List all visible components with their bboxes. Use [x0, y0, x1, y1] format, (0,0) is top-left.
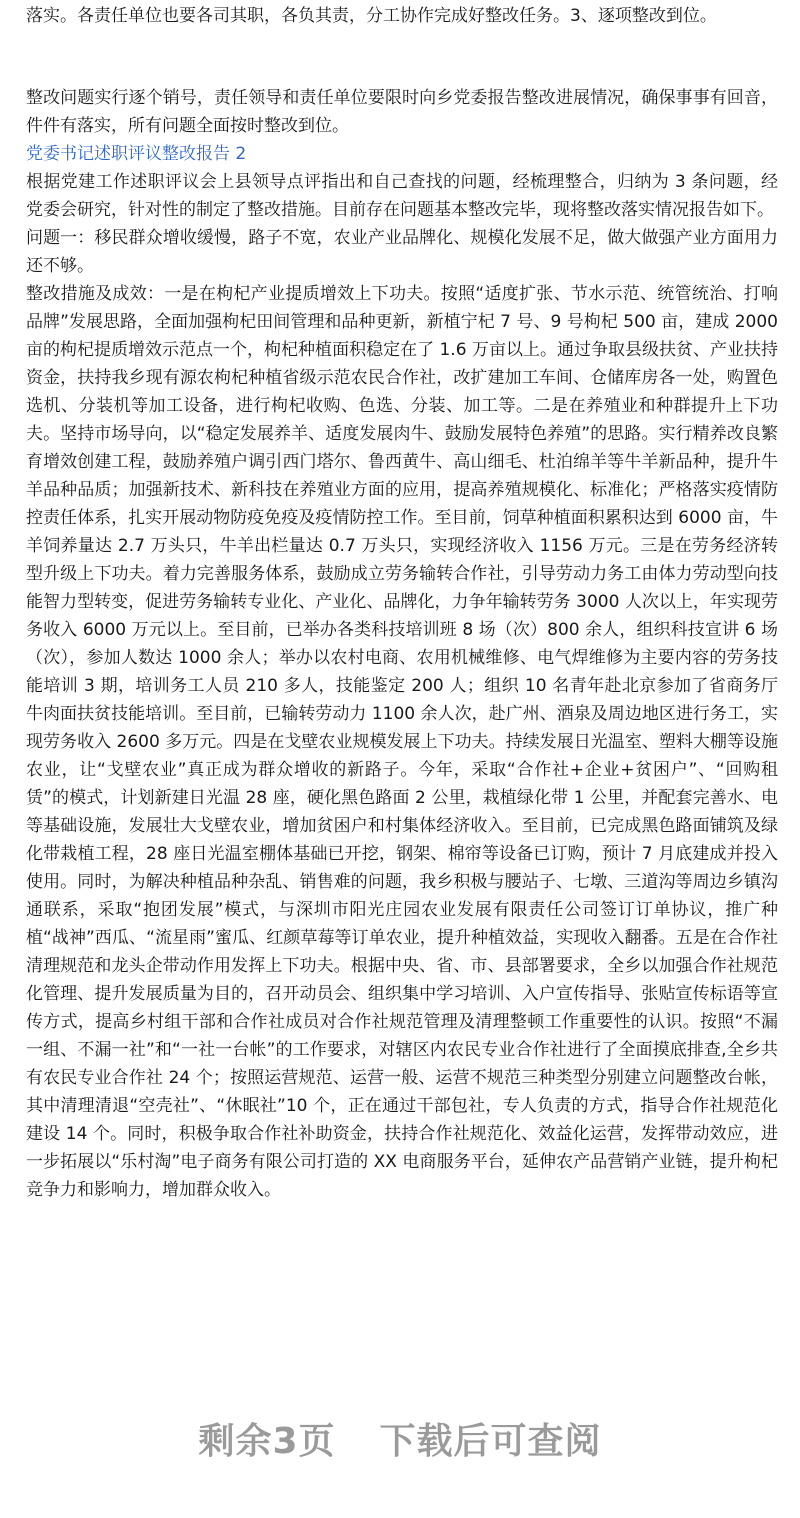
- remaining-pages-text: 剩余3页: [198, 1421, 336, 1462]
- paragraph-gap: [26, 30, 778, 84]
- download-to-view-text: 下载后可查阅: [379, 1421, 602, 1462]
- report-title-link[interactable]: 党委书记述职评议整改报告 2: [26, 144, 247, 164]
- paragraph-problem-one: 问题一：移民群众增收缓慢，路子不宽，农业产业品牌化、规模化发展不足，做大做强产业方面用力还不够。: [26, 228, 778, 276]
- paragraph-measures: 整改措施及成效：一是在枸杞产业提质增效上下功夫。按照“适度扩张、节水示范、统管统治、打响品牌”发展思路，全面加强枸杞田间管理和品种更新，新植宁杞 7 号、9 号枸杞 500 亩，建成 2000 亩的枸杞提质增效示范点一个，枸杞种植面积稳定在了 1.6 万亩以上。通过争取县级扶贫、产业扶持资金，扶持我乡现有源农枸杞种植省级示范农民合作社，改扩建加工车间、仓储库房各一处，购置色选机、分装机等加工设备，进行枸杞收购、色选、分装、加工等。二是在养殖业和种群提升上下功夫。坚持市场导向，以“稳定发展养羊、适度发展肉牛、鼓励发展特色养殖”的思路。实行精养改良繁育增效创建工程，鼓励养殖户调引西门塔尔、鲁西黄牛、高山细毛、杜泊绵羊等牛羊新品种，提升牛羊品种品质；加强新技术、新科技在养殖业方面的应用，提高养殖规模化、标准化；严格落实疫情防控责任体系，扎实开展动物防疫免疫及疫情防控工作。至目前，饲草种植面积累积达到 6000 亩，牛羊饲养量达 2.7 万头只，牛羊出栏量达 0.7 万头只，实现经济收入 1156 万元。三是在劳务经济转型升级上下功夫。着力完善服务体系，鼓励成立劳务输转合作社，引导劳动力务工由体力劳动型向技能智力型转变，促进劳务输转专业化、产业化、品牌化，力争年输转劳务 3000 人次以上，年实现劳务收入 6000 万元以上。至目前，已举办各类科技培训班 8 场（次）800 余人，组织科技宣讲 6 场（次），参加人数达 1000 余人；举办以农村电商、农用机械维修、电气焊维修为主要内容的劳务技能培训 3 期，培训务工人员 210 多人，技能鉴定 200 人；组织 10 名青年赴北京参加了省商务厅牛肉面扶贫技能培训。至目前，已输转劳动力 1100 余人次，赴广州、酒泉及周边地区进行务工，实现劳务收入 2600 多万元。四是在戈壁农业规模发展上下功夫。持续发展日光温室、塑料大棚等设施农业，让“戈壁农业”真正成为群众增收的新路子。今年，采取“合作社+企业+贫困户”、“回购租赁”的模式，计划新建日光温 28 座，硬化黑色路面 2 公里，栽植绿化带 1 公里，并配套完善水、电等基础设施，发展壮大戈壁农业，增加贫困户和村集体经济收入。至目前，已完成黑色路面铺筑及绿化带栽植工程，28 座日光温室棚体基础已开挖，钢架、棉帘等设备已订购，预计 7 月底建成并投入使用。同时，为解决种植品种杂乱、销售难的问题，我乡积极与腰站子、七墩、三道沟等周边乡镇沟通联系，采取“抱团发展”模式，与深圳市阳光庄园农业发展有限责任公司签订订单协议，推广种植“战神”西瓜、“流星雨”蜜瓜、红颜草莓等订单农业，提升种植效益，实现收入翻番。五是在合作社清理规范和龙头企带动作用发挥上下功夫。根据中央、省、市、县部署要求，全乡以加强合作社规范化管理、提升发展质量为目的，召开动员会、组织集中学习培训、入户宣传指导、张贴宣传标语等宣传方式，提高乡村组干部和合作社成员对合作社规范管理及清理整顿工作重要性的认识。按照“不漏一组、不漏一社”和“一社一台帐”的工作要求，对辖区内农民专业合作社进行了全面摸底排查,全乡共有农民专业合作社 24 个；按照运营规范、运营一般、运营不规范三种类型分别建立问题整改台帐，其中清理清退“空壳社”、“休眠社”10 个，正在通过干部包社，专人负责的方式，指导合作社规范化建设 14 个。同时，积极争取合作社补助资金，扶持合作社规范化、效益化运营，发挥带动效应，进一步拓展以“乐村淘”电子商务有限公司打造的 XX 电商服务平台，延伸农产品营销产业链，提升枸杞竞争力和影响力，增加群众收入。: [26, 284, 778, 1200]
- paragraph-intro: 根据党建工作述职评议会上县领导点评指出和自己查找的问题，经梳理整合，归纳为 3 条问题，经党委会研究，针对性的制定了整改措施。目前存在问题基本整改完毕，现将整改落实情况报告如下。: [26, 172, 778, 220]
- paragraph-rectification: 整改问题实行逐个销号，责任领导和责任单位要限时向乡党委报告整改进展情况，确保事事有回音，件件有落实，所有问题全面按时整改到位。: [26, 88, 778, 136]
- download-banner[interactable]: [0, 1412, 800, 1472]
- paragraph-continuation: 落实。各责任单位也要各司其职，各负其责，分工协作完成好整改任务。3、逐项整改到位。: [26, 6, 717, 26]
- document-body: [26, 0, 778, 1204]
